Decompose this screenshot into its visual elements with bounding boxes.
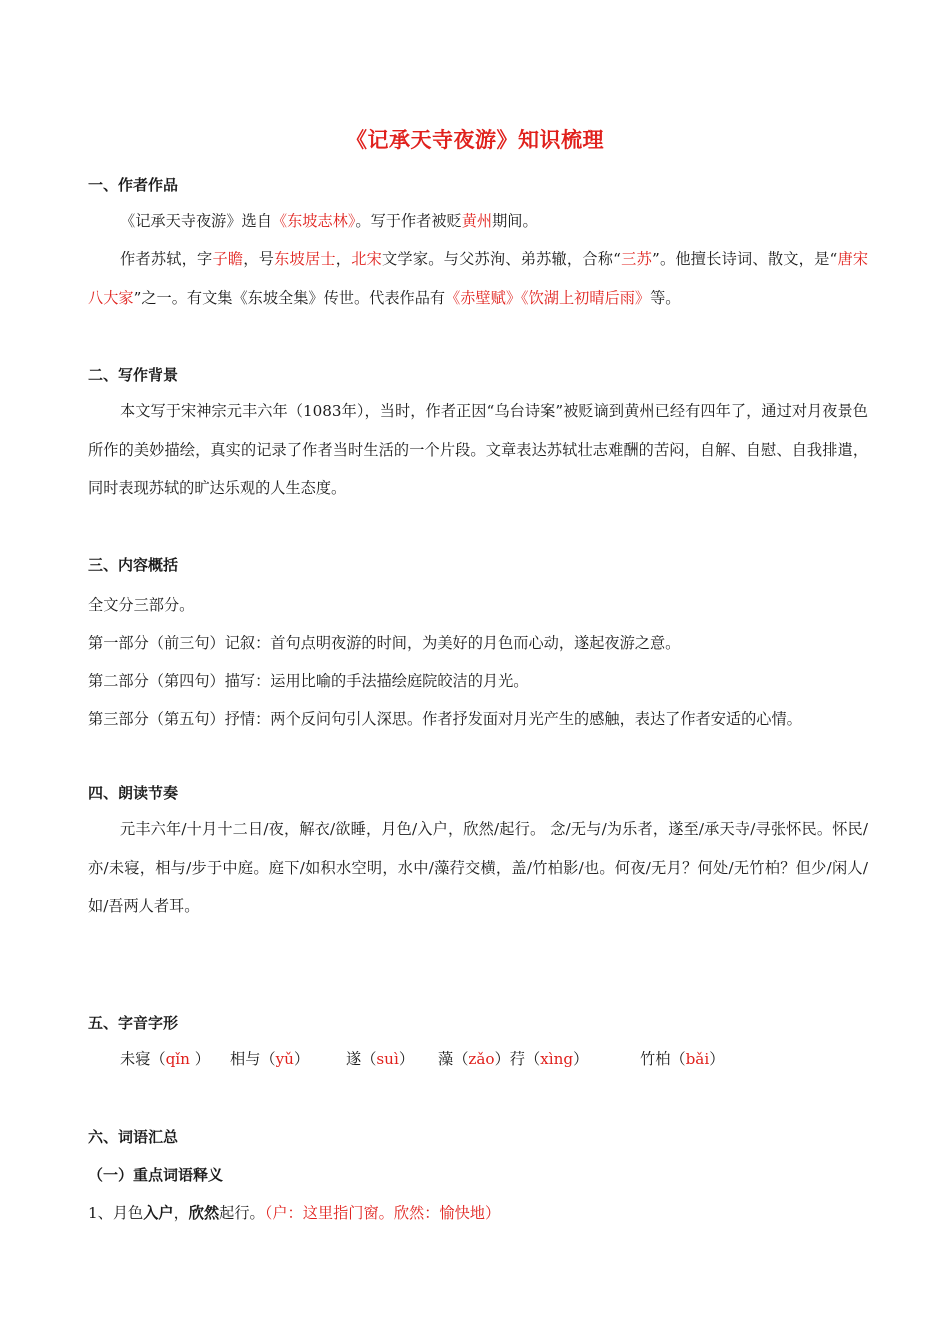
paragraph-background: 本文写于宋神宗元丰六年（1083年），当时，作者正因“乌台诗案”被贬谪到黄州已经有四年了，通过对月夜景色所作的美妙描绘，真实的记录了作者当时生活的一个片段。文章表达苏轼壮志难酬的苦闷，自解、自慰、自我排遣，同时表现苏轼的旷达乐观的人生态度。 bbox=[88, 402, 868, 497]
text-run: 作者苏轼，字 bbox=[120, 250, 213, 268]
paragraph-reading-rhythm: 元丰六年/十月十二日/夜，解衣/欲睡，月色/入户，欣然/起行。 念/无与/为乐者，遂至/承天寺/寻张怀民。怀民/亦/未寝，相与/步于中庭。庭下/如积水空明，水中/藻荇交横，盖/竹柏影/也。何夜/无月？何处/无竹柏？但少/闲人/如/吾两人者耳。 bbox=[88, 820, 868, 915]
text-run: 等。 bbox=[650, 288, 681, 307]
summary-line: 第一部分（前三句）记叙：首句点明夜游的时间，为美好的月色而心动，遂起夜游之意。 bbox=[88, 634, 681, 652]
paragraph-author bbox=[88, 240, 868, 317]
vocab-item-1: 1、月色入户，欣然起行。（户：这里指门窗。欣然：愉快地） bbox=[88, 1204, 501, 1222]
pinyin-item: 相与（yǔ） bbox=[230, 1050, 310, 1068]
heading-reading-rhythm: 四、朗读节奏 bbox=[88, 784, 179, 802]
text-run-red: 唐宋八大家 bbox=[88, 250, 869, 307]
text-run: ， bbox=[335, 250, 352, 268]
subheading-key-words: （一）重点词语释义 bbox=[88, 1166, 224, 1184]
pinyin: bǎi bbox=[685, 1050, 710, 1068]
text-run-red: 《东坡志林》 bbox=[271, 212, 356, 230]
heading-background: 二、写作背景 bbox=[88, 366, 179, 384]
pinyin: zǎo bbox=[468, 1050, 495, 1068]
heading-summary: 三、内容概括 bbox=[88, 556, 179, 574]
heading-pronunciation: 五、字音字形 bbox=[88, 1014, 179, 1032]
pinyin: suì bbox=[376, 1050, 399, 1068]
summary-line: 全文分三部分。 bbox=[88, 596, 195, 614]
text-run-red: 子瞻 bbox=[212, 250, 244, 268]
text-run: ”之一。有文集《东坡全集》传世。代表作品有 bbox=[133, 288, 446, 307]
text-run: ”。他擅长诗词、散文，是“ bbox=[651, 250, 838, 268]
text-run-red: 三苏 bbox=[620, 250, 652, 268]
paragraph-source bbox=[88, 202, 868, 241]
text-run-red: 黄州 bbox=[461, 212, 493, 230]
summary-line: 第二部分（第四句）描写：运用比喻的手法描绘庭院皎洁的月光。 bbox=[88, 672, 529, 690]
summary-line: 第三部分（第五句）抒情：两个反问句引人深思。作者抒发面对月光产生的感触，表达了作者安适的心情。 bbox=[88, 710, 802, 728]
text-run: 期间。 bbox=[492, 212, 538, 230]
pinyin: yǔ bbox=[275, 1050, 294, 1068]
pinyin: xìng bbox=[540, 1050, 574, 1068]
pinyin: qǐn bbox=[165, 1050, 190, 1068]
text-run: 文学家。与父苏洵、弟苏辙，合称“ bbox=[382, 250, 621, 268]
text-run-red: 东坡居士 bbox=[274, 250, 336, 268]
pinyin-item: 竹柏（bǎi） bbox=[640, 1050, 725, 1068]
pinyin-item: 藻（zǎo）荇（xìng） bbox=[438, 1050, 589, 1068]
text-run: ，号 bbox=[243, 250, 275, 268]
vocab-explanation: （户：这里指门窗。欣然：愉快地） bbox=[264, 1204, 501, 1222]
heading-vocabulary: 六、词语汇总 bbox=[88, 1128, 179, 1146]
heading-author-works: 一、作者作品 bbox=[88, 176, 179, 194]
text-run-red: 北宋 bbox=[351, 250, 383, 268]
text-run-red: 《赤壁赋》《饮湖上初晴后雨》 bbox=[445, 288, 651, 307]
text-run: 。写于作者被贬 bbox=[355, 212, 462, 230]
text-run: 《记承天寺夜游》选自 bbox=[120, 212, 272, 230]
document-title: 《记承天寺夜游》知识梳理 bbox=[346, 128, 604, 152]
pinyin-item: 遂（suì） bbox=[346, 1050, 414, 1068]
pinyin-item: 未寝（qǐn ） bbox=[120, 1050, 210, 1068]
